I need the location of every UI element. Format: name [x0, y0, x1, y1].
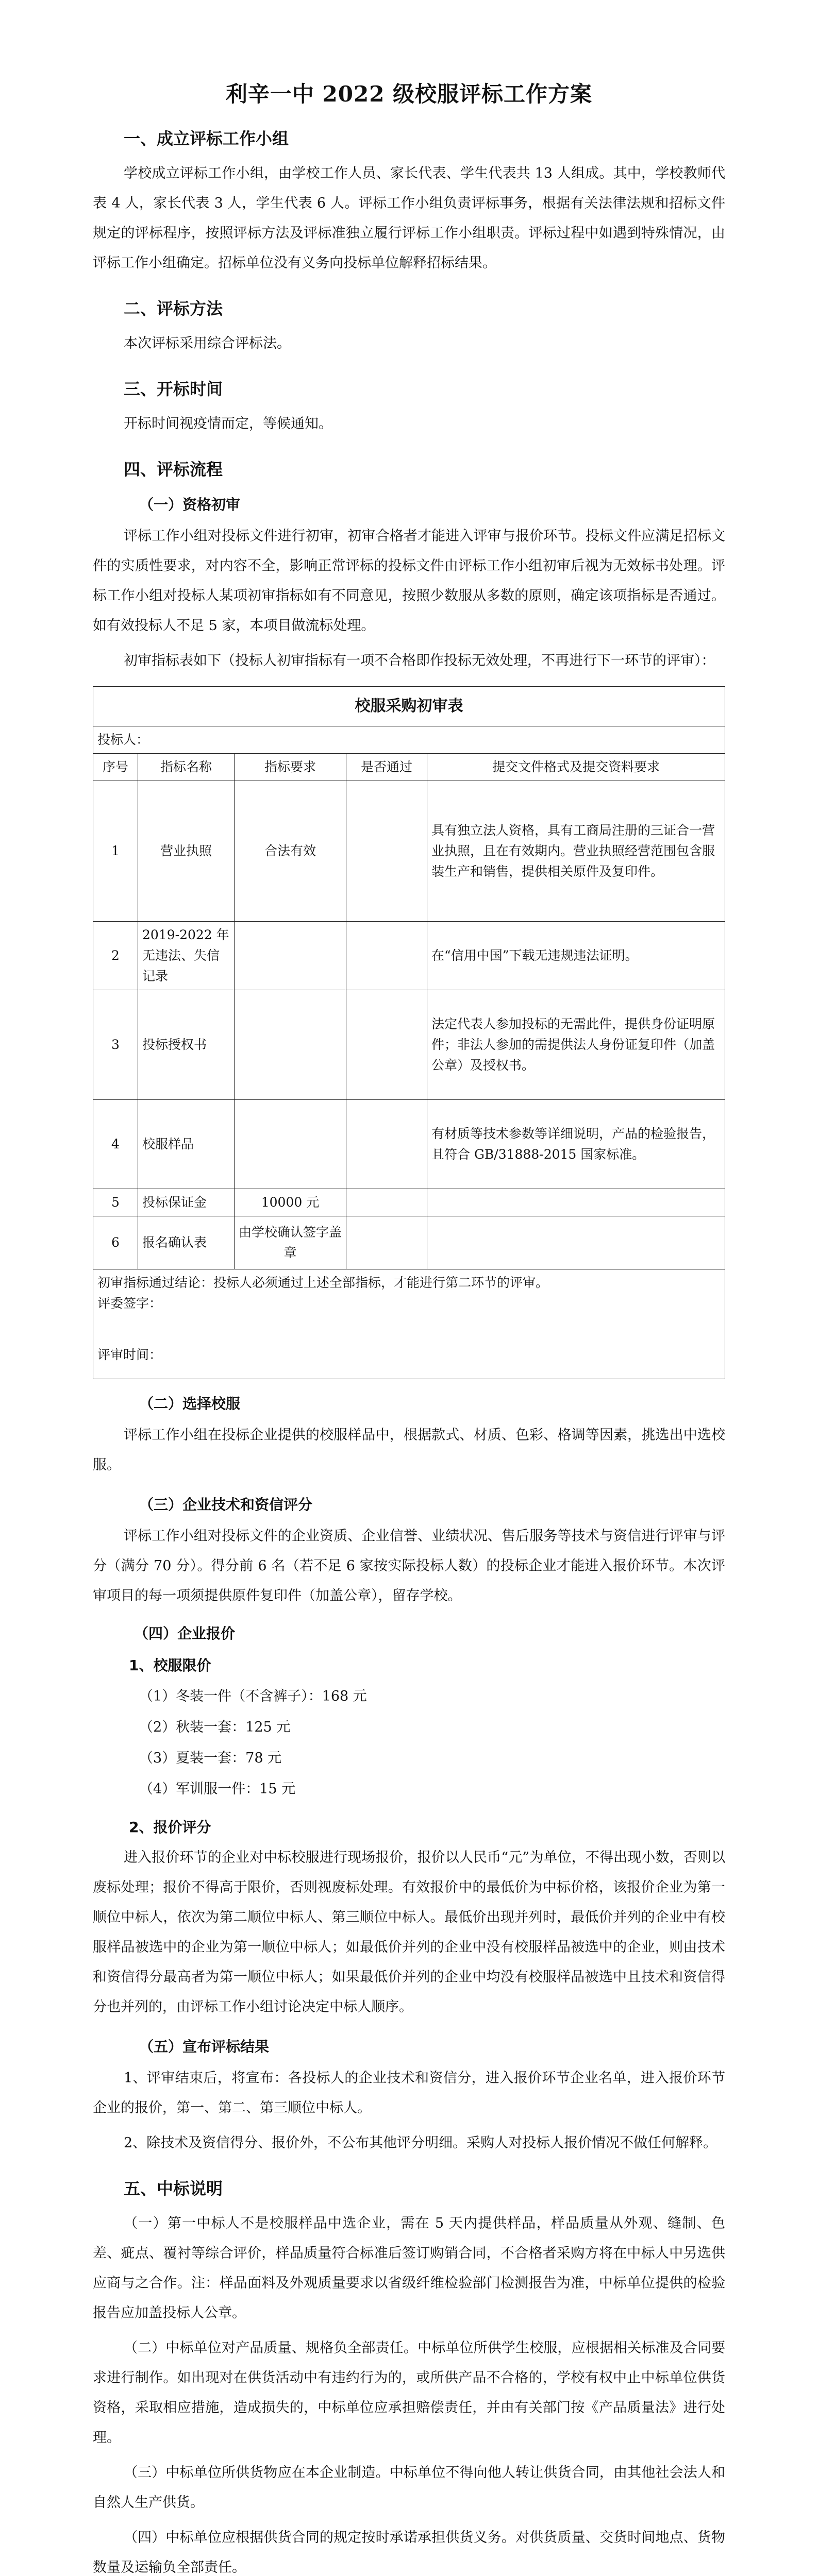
row-requirement: 10000 元 — [235, 1189, 346, 1216]
table-time-label: 评审时间： — [97, 1347, 162, 1362]
row-requirement: 由学校确认签字盖章 — [235, 1216, 346, 1269]
quote-score-heading: 2、报价评分 — [129, 1819, 211, 1836]
price-limit-heading: 1、校服限价 — [129, 1657, 211, 1674]
row-indicator-name: 投标保证金 — [138, 1189, 235, 1216]
row-requirement — [235, 1100, 346, 1189]
section-1-paragraph: 学校成立评标工作小组，由学校工作人员、家长代表、学生代表共 13 人组成。其中，学校教师代表 4 人，家长代表 3 人，学生代表 6 人。评标工作小组负责评标事务，根据有关法律法规和招标文件规定的评标程序，按照评标方法及评标准独立履行评标工作小组职责。评标过程中如遇到特殊情况，由评标工作小组确定。招标单位没有义务向投标单位解释招标结果。 — [93, 165, 725, 271]
section-1-heading: 一、成立评标工作小组 — [124, 129, 289, 148]
section-2-heading: 二、评标方法 — [124, 299, 223, 318]
row-indicator-name: 营业执照 — [138, 781, 235, 922]
table-footer-conclusion: 初审指标通过结论：投标人必须通过上述全部指标，才能进行第二环节的评审。 — [97, 1275, 549, 1290]
section-4-heading: 四、评标流程 — [124, 460, 223, 479]
row-pass-cell[interactable] — [346, 990, 427, 1100]
row-requirement — [235, 922, 346, 990]
price-limit-item: （4）军训服一件：15 元 — [139, 1781, 296, 1797]
subsection-quote-heading: （四）企业报价 — [134, 1625, 236, 1642]
table-row — [93, 1216, 725, 1269]
row-number: 4 — [93, 1100, 138, 1189]
table-bidder-label: 投标人： — [93, 726, 725, 754]
table-row — [93, 781, 725, 922]
row-requirement: 合法有效 — [235, 781, 346, 922]
qualification-paragraph: 评标工作小组对投标文件进行初审，初审合格者才能进入评审与报价环节。投标文件应满足招标文件的实质性要求，对内容不全，影响正常评标的投标文件由评标工作小组初审后视为无效标书处理。评标工作小组对投标人某项初审指标如有不同意见，按照少数服从多数的原则，确定该项指标是否通过。如有效投标人不足 5 家，本项目做流标处理。 — [93, 528, 725, 634]
row-indicator-name: 投标授权书 — [138, 990, 235, 1100]
row-indicator-name: 校服样品 — [138, 1100, 235, 1189]
row-number: 2 — [93, 922, 138, 990]
row-document-requirement: 法定代表人参加投标的无需此件，提供身份证明原件；非法人参加的需提供法人身份证复印件（加盖公章）及授权书。 — [427, 990, 725, 1100]
table-header-cell: 序号 — [93, 754, 138, 781]
row-number: 6 — [93, 1216, 138, 1269]
row-number: 5 — [93, 1189, 138, 1216]
table-row — [93, 1189, 725, 1216]
section-3-heading: 三、开标时间 — [124, 379, 223, 399]
row-document-requirement — [427, 1216, 725, 1269]
award-item: （二）中标单位对产品质量、规格负全部责任。中标单位所供学生校服，应根据相关标准及合同要求进行制作。如出现对在供货活动中有违约行为的，或所供产品不合格的，学校有权中止中标单位供货资格，采取相应措施，造成损失的，中标单位应承担赔偿责任，并由有关部门按《产品质量法》进行处理。 — [93, 2340, 725, 2446]
table-header-cell: 指标名称 — [138, 754, 235, 781]
qualification-table — [93, 686, 725, 1379]
row-indicator-name: 2019-2022 年无违法、失信记录 — [138, 922, 235, 990]
award-item: （四）中标单位应根据供货合同的规定按时承诺承担供货义务。对供货质量、交货时间地点、货物数量及运输负全部责任。 — [93, 2530, 725, 2575]
subsection-result-heading: （五）宣布评标结果 — [139, 2038, 270, 2055]
table-footer — [93, 1269, 725, 1379]
row-pass-cell[interactable] — [346, 1189, 427, 1216]
price-limit-item: （3）夏装一套：78 元 — [139, 1750, 282, 1766]
table-header-row — [93, 754, 725, 781]
select-uniform-paragraph: 评标工作小组在投标企业提供的校服样品中，根据款式、材质、色彩、格调等因素，挑选出中选校服。 — [93, 1427, 725, 1473]
row-document-requirement: 有材质等技术参数等详细说明，产品的检验报告，且符合 GB/31888-2015 国家标准。 — [427, 1100, 725, 1189]
quote-score-paragraph: 进入报价环节的企业对中标校服进行现场报价，报价以人民币“元”为单位，不得出现小数，否则以废标处理；报价不得高于限价，否则视废标处理。有效报价中的最低价为中标价格，该报价企业为第一顺位中标人，依次为第二顺位中标人、第三顺位中标人。最低价出现并列时，最低价并列的企业中有校服样品被选中的企业为第一顺位中标人；如最低价并列的企业中没有校服样品被选中的企业，则由技术和资信得分最高者为第一顺位中标人；如果最低价并列的企业中均没有校服样品被选中且技术和资信得分也并列的，由评标工作小组讨论决定中标人顺序。 — [93, 1850, 725, 2015]
qualification-table-intro: 初审指标表如下（投标人初审指标有一项不合格即作投标无效处理，不再进行下一环节的评审）： — [124, 653, 715, 669]
row-pass-cell[interactable] — [346, 1216, 427, 1269]
row-document-requirement: 具有独立法人资格，具有工商局注册的三证合一营业执照，且在有效期内。营业执照经营范围包含服装生产和销售，提供相关原件及复印件。 — [427, 781, 725, 922]
page-title: 利辛一中 2022 级校服评标工作方案 — [225, 81, 593, 107]
award-item: （三）中标单位所供货物应在本企业制造。中标单位不得向他人转让供货合同，由其他社会法人和自然人生产供货。 — [93, 2465, 725, 2511]
subsection-qualification-heading: （一）资格初审 — [139, 496, 241, 513]
section-5-heading: 五、中标说明 — [124, 2179, 223, 2198]
result-item-1: 1、评审结束后，将宣布：各投标人的企业技术和资信分，进入报价环节企业名单，进入报价环节企业的报价，第一、第二、第三顺位中标人。 — [93, 2070, 725, 2116]
section-3-paragraph: 开标时间视疫情而定，等候通知。 — [124, 416, 332, 432]
row-number: 1 — [93, 781, 138, 922]
row-requirement — [235, 990, 346, 1100]
row-document-requirement: 在“信用中国”下载无违规违法证明。 — [427, 922, 725, 990]
table-row — [93, 1100, 725, 1189]
subsection-tech-credit-heading: （三）企业技术和资信评分 — [139, 1496, 313, 1513]
row-document-requirement — [427, 1189, 725, 1216]
table-title: 校服采购初审表 — [93, 687, 725, 726]
row-number: 3 — [93, 990, 138, 1100]
section-2-paragraph: 本次评标采用综合评标法。 — [124, 335, 291, 351]
award-item: （一）第一中标人不是校服样品中选企业，需在 5 天内提供样品，样品质量从外观、缝制、色差、疵点、覆衬等综合评价，样品质量符合标准后签订购销合同，不合格者采购方将在中标人中另选供应商与之合作。注：样品面料及外观质量要求以省级纤维检验部门检测报告为准，中标单位提供的检验报告应加盖投标人公章。 — [93, 2215, 725, 2321]
row-indicator-name: 报名确认表 — [138, 1216, 235, 1269]
table-row — [93, 990, 725, 1100]
row-pass-cell[interactable] — [346, 781, 427, 922]
table-header-cell: 是否通过 — [346, 754, 427, 781]
tech-credit-paragraph: 评标工作小组对投标文件的企业资质、企业信誉、业绩状况、售后服务等技术与资信进行评审与评分（满分 70 分）。得分前 6 名（若不足 6 家按实际投标人数）的投标企业才能进入报价环节。本次评审项目的每一项须提供原件复印件（加盖公章），留存学校。 — [93, 1528, 725, 1604]
table-sign-label: 评委签字： — [97, 1296, 162, 1311]
table-header-cell: 指标要求 — [235, 754, 346, 781]
subsection-select-uniform-heading: （二）选择校服 — [139, 1395, 241, 1412]
price-limit-item: （1）冬装一件（不含裤子）：168 元 — [139, 1688, 367, 1704]
table-row — [93, 922, 725, 990]
table-header-cell: 提交文件格式及提交资料要求 — [427, 754, 725, 781]
row-pass-cell[interactable] — [346, 1100, 427, 1189]
result-item-2: 2、除技术及资信得分、报价外，不公布其他评分明细。采购人对投标人报价情况不做任何解释。 — [124, 2135, 717, 2151]
row-pass-cell[interactable] — [346, 922, 427, 990]
price-limit-item: （2）秋装一套：125 元 — [139, 1719, 291, 1735]
